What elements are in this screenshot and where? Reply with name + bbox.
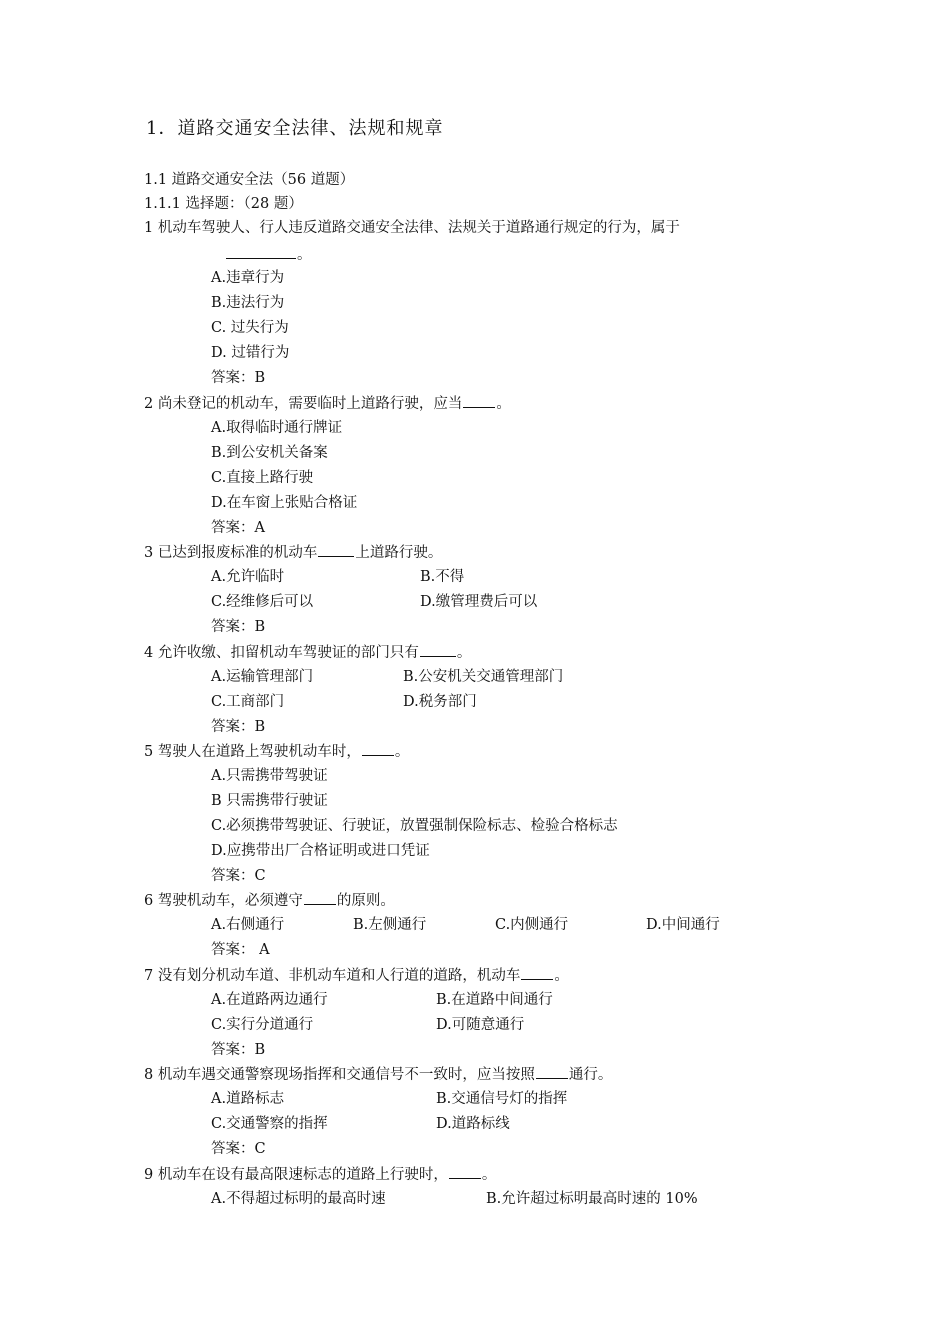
q7-option-d: D.可随意通行 <box>436 1017 525 1033</box>
question-1: 1 机动车驾驶人、行人违反道路交通安全法律、法规关于道路通行规定的行为，属于 <box>144 220 680 236</box>
q3-option-d: D.缴管理费后可以 <box>420 594 538 610</box>
question-9: 9 机动车在设有最高限速标志的道路上行驶时， 。 <box>144 1164 496 1185</box>
question-8: 8 机动车遇交通警察现场指挥和交通信号不一致时，应当按照 通行。 <box>144 1064 612 1085</box>
q7-option-b: B.在道路中间通行 <box>436 992 553 1008</box>
q7-option-c: C.实行分道通行 <box>211 1017 314 1033</box>
q9-option-a: A.不得超过标明的最高时速 <box>211 1191 386 1207</box>
q2-option-d: D.在车窗上张贴合格证 <box>211 495 358 511</box>
q8-answer: 答案：C <box>211 1141 266 1157</box>
q4-option-b: B.公安机关交通管理部门 <box>403 669 564 685</box>
q5-option-b: B 只需携带行驶证 <box>211 793 328 809</box>
q2-option-c: C.直接上路行驶 <box>211 470 314 486</box>
q1-answer: 答案：B <box>211 370 266 386</box>
q6-option-d: D.中间通行 <box>646 917 720 933</box>
q6-answer: 答案： A <box>211 942 270 958</box>
q6-option-c: C.内侧通行 <box>495 917 569 933</box>
section-heading: 1.1 道路交通安全法（56 道题） <box>144 172 355 188</box>
q3-answer: 答案：B <box>211 619 266 635</box>
question-3: 3 已达到报废标准的机动车 上道路行驶。 <box>144 542 442 563</box>
question-4: 4 允许收缴、扣留机动车驾驶证的部门只有 。 <box>144 642 471 663</box>
q8-option-a: A.道路标志 <box>211 1091 285 1107</box>
question-5: 5 驾驶人在道路上驾驶机动车时， 。 <box>144 741 409 762</box>
q8-option-d: D.道路标线 <box>436 1116 510 1132</box>
q5-option-c: C.必须携带驾驶证、行驶证，放置强制保险标志、检验合格标志 <box>211 818 618 834</box>
subsection-heading: 1.1.1 选择题：（28 题） <box>144 196 303 212</box>
q8-option-c: C.交通警察的指挥 <box>211 1116 328 1132</box>
q5-answer: 答案：C <box>211 868 266 884</box>
q1-option-a: A.违章行为 <box>211 270 285 286</box>
q3-option-a: A.允许临时 <box>211 569 285 585</box>
q7-option-a: A.在道路两边通行 <box>211 992 328 1008</box>
q3-option-b: B.不得 <box>420 569 465 585</box>
q1-option-c: C. 过失行为 <box>211 320 289 336</box>
question-1-blank: 。 <box>225 244 312 265</box>
q1-option-d: D. 过错行为 <box>211 345 290 361</box>
q7-answer: 答案：B <box>211 1042 266 1058</box>
q6-option-a: A.右侧通行 <box>211 917 285 933</box>
q3-option-c: C.经维修后可以 <box>211 594 314 610</box>
q4-option-c: C.工商部门 <box>211 694 285 710</box>
question-7: 7 没有划分机动车道、非机动车道和人行道的道路，机动车 。 <box>144 965 569 986</box>
question-2: 2 尚未登记的机动车，需要临时上道路行驶，应当 。 <box>144 393 511 414</box>
q4-option-a: A.运输管理部门 <box>211 669 314 685</box>
chapter-title: 1．道路交通安全法律、法规和规章 <box>146 118 444 139</box>
q2-option-a: A.取得临时通行牌证 <box>211 420 343 436</box>
q1-option-b: B.违法行为 <box>211 295 285 311</box>
q2-answer: 答案：A <box>211 520 265 536</box>
question-6: 6 驾驶机动车，必须遵守 的原则。 <box>144 890 395 911</box>
q5-option-a: A.只需携带驾驶证 <box>211 768 328 784</box>
q4-option-d: D.税务部门 <box>403 694 477 710</box>
q5-option-d: D.应携带出厂合格证明或进口凭证 <box>211 843 430 859</box>
q9-option-b: B.允许超过标明最高时速的 10% <box>486 1191 698 1207</box>
q6-option-b: B.左侧通行 <box>353 917 427 933</box>
q4-answer: 答案：B <box>211 719 266 735</box>
q8-option-b: B.交通信号灯的指挥 <box>436 1091 568 1107</box>
q2-option-b: B.到公安机关备案 <box>211 445 328 461</box>
